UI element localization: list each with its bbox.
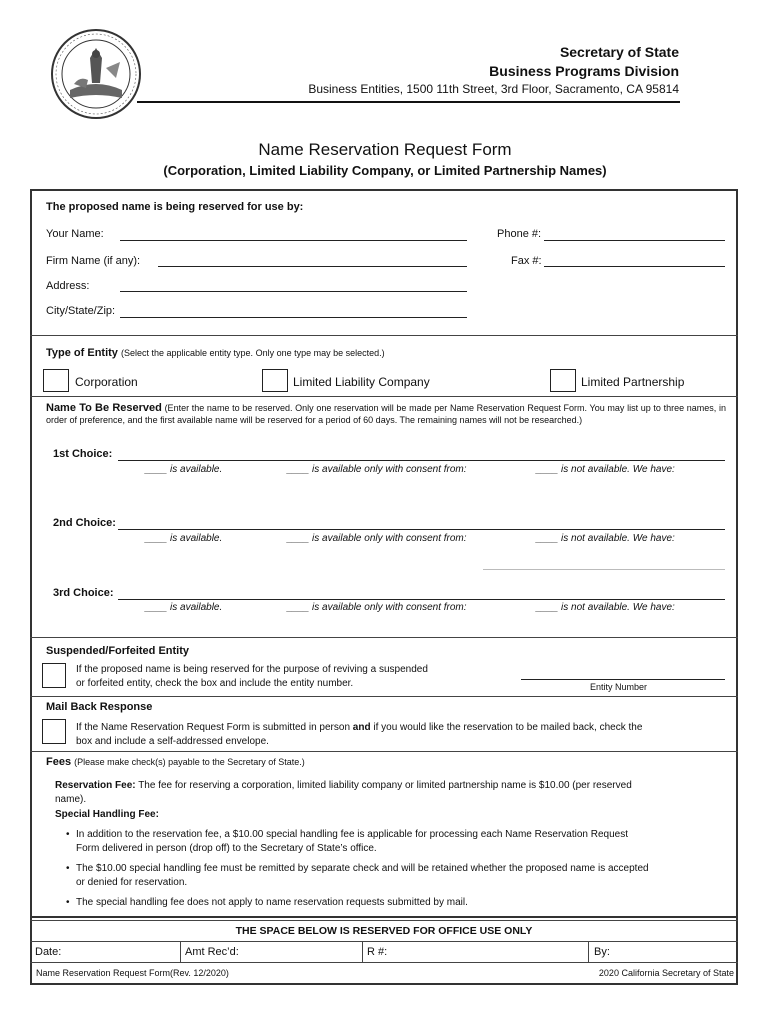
reservation-fee-line-1 xyxy=(55,780,727,791)
address-label: Address: xyxy=(46,280,90,292)
name-reserved-heading: Name To Be Reserved xyxy=(46,402,162,414)
suspended-checkbox[interactable] xyxy=(42,663,66,688)
divider xyxy=(30,335,738,336)
divider xyxy=(30,637,738,638)
office-heading: THE SPACE BELOW IS RESERVED FOR OFFICE USE ONLY xyxy=(235,925,533,937)
bullet-2-line-1: The $10.00 special handling fee must be remitted by separate check and will be retained whether the proposed name is accepted xyxy=(76,863,649,874)
bullet-3: The special handling fee does not apply to name reservation requests submitted by mail. xyxy=(76,897,468,908)
divider xyxy=(30,916,738,918)
phone-label: Phone #: xyxy=(497,228,542,240)
mail-back-text-1b: and xyxy=(352,722,371,733)
llc-checkbox[interactable] xyxy=(262,369,288,392)
fax-label: Fax #: xyxy=(511,255,542,267)
header-title-2: Business Programs Division xyxy=(489,63,679,79)
footer-left: Name Reservation Request Form(Rev. 12/2020) xyxy=(36,968,229,978)
bullet-icon: • xyxy=(66,897,70,908)
llc-label: Limited Liability Company xyxy=(293,375,430,389)
fees-heading: Fees xyxy=(46,756,72,768)
office-r-label: R #: xyxy=(367,946,388,958)
divider xyxy=(30,962,738,963)
office-date-label: Date: xyxy=(35,946,62,958)
choice-3-available[interactable]: ____ is available. xyxy=(145,602,223,613)
divider xyxy=(30,396,738,397)
header-title-1: Secretary of State xyxy=(559,44,679,60)
name-reserved-intro xyxy=(46,402,726,426)
office-amt-label: Amt Rec’d: xyxy=(185,946,239,958)
choice-3-label: 3rd Choice: xyxy=(53,587,114,599)
choice-1-consent[interactable]: ____ is available only with consent from: xyxy=(287,464,467,475)
suspended-text-2: or forfeited entity, check the box and include the entity number. xyxy=(76,678,354,689)
header-rule xyxy=(137,101,680,103)
mail-back-text-2: box and include a self-addressed envelope. xyxy=(76,736,269,747)
name-reserved-note: (Enter the name to be reserved. Only one reservation will be made per Name Reservation Request Form. You may list up to three names, in order of preference, and the first available name will be reserved for a period of 60 days. The remaining names will not be researched.) xyxy=(46,403,726,425)
form-subtitle: (Corporation, Limited Liability Company, or Limited Partnership Names) xyxy=(163,163,607,178)
fees-heading-row xyxy=(46,756,305,768)
choice-2-consent[interactable]: ____ is available only with consent from: xyxy=(287,533,467,544)
reservation-fee-line-2: name). xyxy=(55,794,87,805)
bullet-1-line-2: Form delivered in person (drop off) to the Secretary of State’s office. xyxy=(76,843,377,854)
divider xyxy=(30,696,738,697)
choice-2-available[interactable]: ____ is available. xyxy=(145,533,223,544)
city-label: City/State/Zip: xyxy=(46,305,116,317)
firm-name-field[interactable] xyxy=(158,266,467,267)
header-address: Business Entities, 1500 11th Street, 3rd Floor, Sacramento, CA 95814 xyxy=(308,82,679,96)
divider xyxy=(30,920,738,921)
corporation-label: Corporation xyxy=(75,375,138,389)
entity-number-field[interactable] xyxy=(521,679,725,680)
suspended-heading: Suspended/Forfeited Entity xyxy=(46,645,190,657)
choice-3-consent[interactable]: ____ is available only with consent from: xyxy=(287,602,467,613)
choice-2-field[interactable] xyxy=(118,529,725,530)
choice-1-label: 1st Choice: xyxy=(53,448,113,460)
lp-label: Limited Partnership xyxy=(581,375,685,389)
mail-back-text-1 xyxy=(76,722,728,733)
address-field[interactable] xyxy=(120,291,467,292)
fax-field[interactable] xyxy=(544,266,725,267)
special-fee-heading: Special Handling Fee: xyxy=(55,809,159,820)
choice-2-other-field[interactable] xyxy=(483,569,725,570)
mail-back-checkbox[interactable] xyxy=(42,719,66,744)
lp-checkbox[interactable] xyxy=(550,369,576,392)
city-field[interactable] xyxy=(120,317,467,318)
office-by-label: By: xyxy=(594,946,610,958)
entity-number-label: Entity Number xyxy=(590,682,648,692)
choice-3-not-available[interactable]: ____ is not available. We have: xyxy=(536,602,675,613)
divider xyxy=(30,751,738,752)
mail-back-text-1a: If the Name Reservation Request Form is submitted in person xyxy=(76,722,353,733)
footer-right: 2020 California Secretary of State xyxy=(598,968,734,978)
entity-heading: Type of Entity xyxy=(46,347,118,359)
phone-field[interactable] xyxy=(544,240,725,241)
firm-name-label: Firm Name (if any): xyxy=(46,255,141,267)
reservation-fee-label: Reservation Fee: xyxy=(55,780,136,791)
entity-note: (Select the applicable entity type. Only one type may be selected.) xyxy=(120,348,385,358)
mail-back-text-1c: if you would like the reservation to be mailed back, check the xyxy=(370,722,643,733)
choice-1-not-available[interactable]: ____ is not available. We have: xyxy=(536,464,675,475)
entity-heading-row xyxy=(46,347,385,359)
mail-back-heading: Mail Back Response xyxy=(46,701,153,713)
state-seal xyxy=(50,28,142,120)
divider xyxy=(362,941,363,962)
fees-note: (Please make check(s) payable to the Secretary of State.) xyxy=(74,757,305,767)
corporation-checkbox[interactable] xyxy=(43,369,69,392)
choice-2-label: 2nd Choice: xyxy=(53,517,116,529)
bullet-icon: • xyxy=(66,829,70,840)
your-name-label: Your Name: xyxy=(46,228,104,240)
divider xyxy=(180,941,181,962)
divider xyxy=(588,941,589,962)
your-name-field[interactable] xyxy=(120,240,467,241)
choice-1-field[interactable] xyxy=(118,460,725,461)
choice-3-field[interactable] xyxy=(118,599,725,600)
form-title: Name Reservation Request Form xyxy=(258,140,512,159)
divider xyxy=(30,941,738,942)
suspended-text-1: If the proposed name is being reserved for the purpose of reviving a suspended xyxy=(76,664,428,675)
choice-2-not-available[interactable]: ____ is not available. We have: xyxy=(536,533,675,544)
bullet-2-line-2: or denied for reservation. xyxy=(76,877,188,888)
choice-1-available[interactable]: ____ is available. xyxy=(145,464,223,475)
bullet-1-line-1: In addition to the reservation fee, a $10.00 special handling fee is applicable for processing each Name Reservation Request xyxy=(76,829,629,840)
requester-heading: The proposed name is being reserved for use by: xyxy=(46,201,304,213)
reservation-fee-text: The fee for reserving a corporation, limited liability company or limited partnership name is $10.00 (per reserved xyxy=(135,780,632,791)
bullet-icon: • xyxy=(66,863,70,874)
